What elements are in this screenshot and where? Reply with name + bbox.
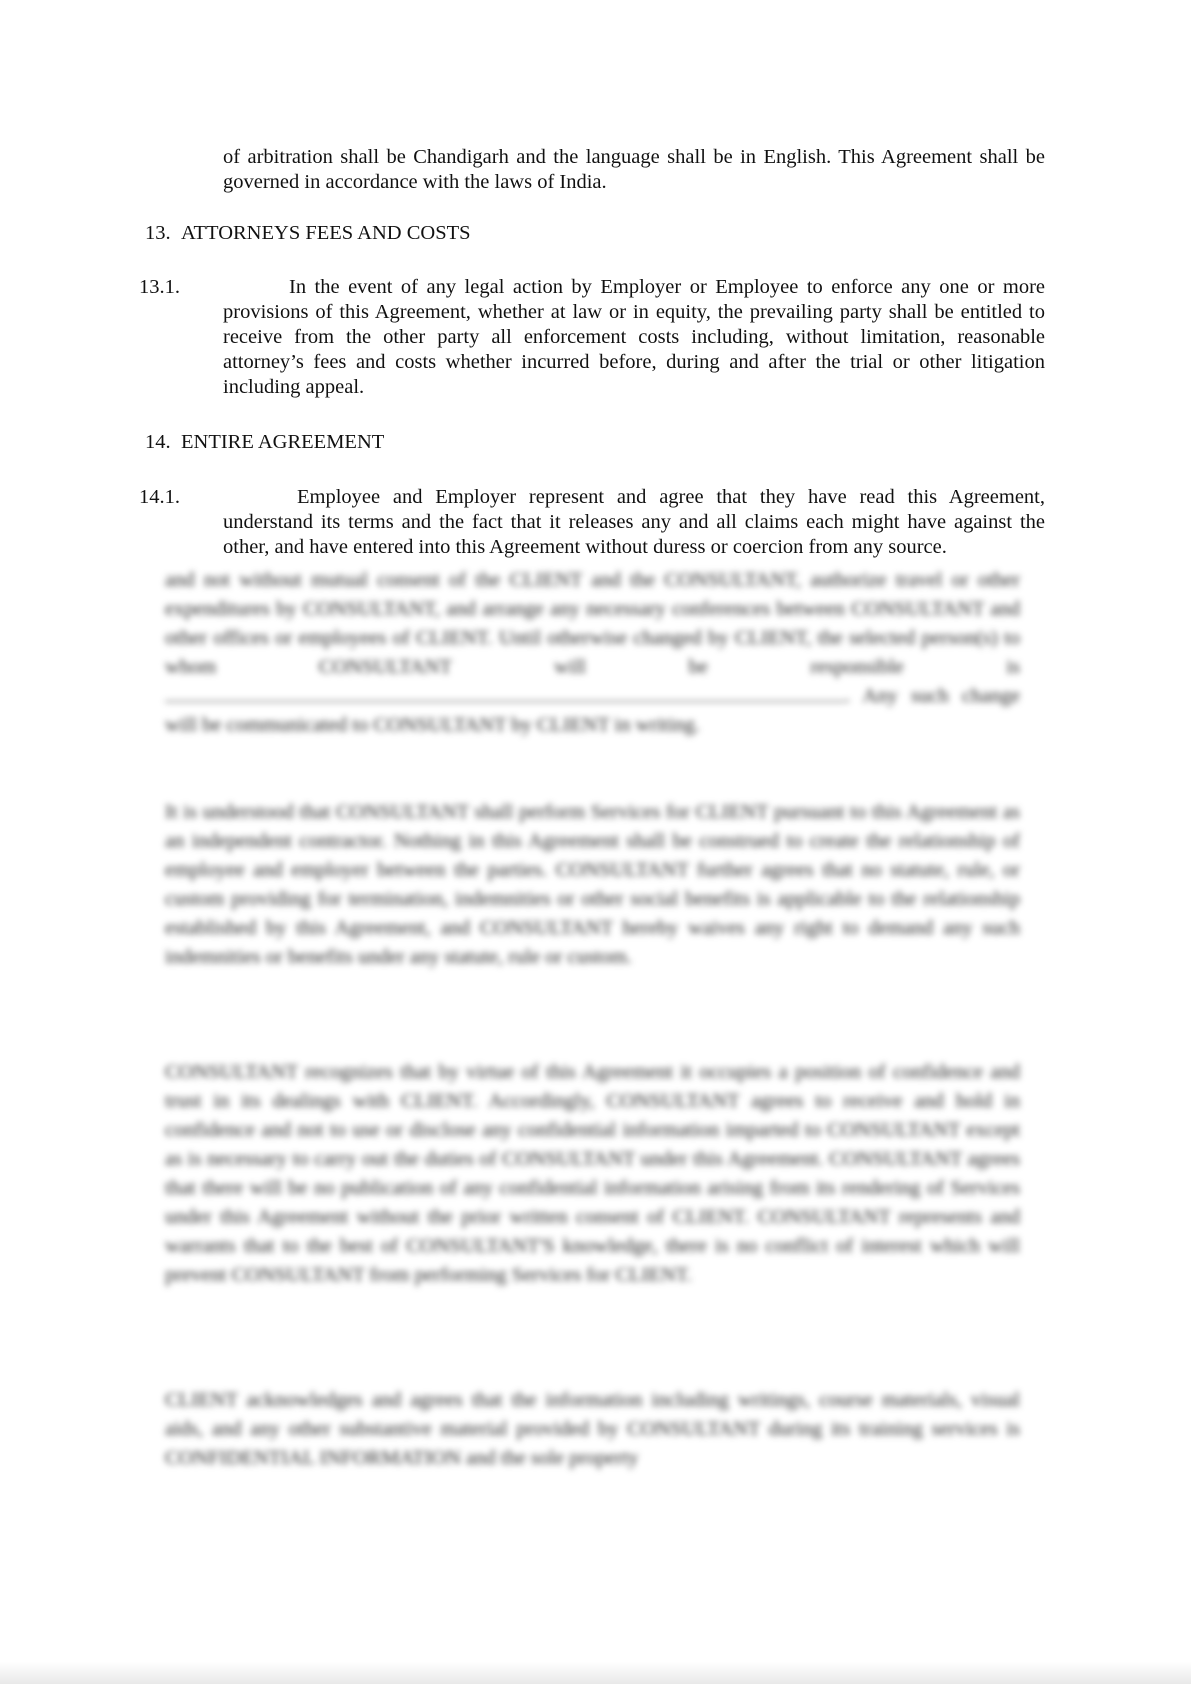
section-number: 13.	[145, 222, 171, 244]
blurred-paragraph-2: It is understood that CONSULTANT shall perform Services for CLIENT pursuant to this Agreement as an independent contractor. Nothing in this Agreement shall be construed to create the relationship of employee and employer between the parties. CONSULTANT further agrees that no statute, rule, or custom providing for termination, indemnities or other social benefits is applicable to the relationship established by this Agreement, and CONSULTANT hereby waives any right to demand any such indemnities or benefits under any statute, rule or custom.	[165, 801, 1020, 968]
clause-14-1	[139, 485, 1045, 560]
blurred-paragraph-4: CLIENT acknowledges and agrees that the information including writings, course materials, visual aids, and any other substantive material provided by CONSULTANT during its training services is CONFIDENTIAL INFORMATION and the sole property	[165, 1389, 1020, 1469]
blurred-paragraph-3: CONSULTANT recognizes that by virtue of this Agreement it occupies a position of confidence and trust in its dealings with CLIENT. Accordingly, CONSULTANT agrees to receive and hold in confidence and not to use or disclose any confidential information imparted to CONSULTANT except as is necessary to carry out the duties of CONSULTANT under this Agreement. CONSULTANT agrees that there will be no publication of any confidential information arising from its rendering of Services under this Agreement without the prior written consent of CLIENT. CONSULTANT represents and warrants that to the best of CONSULTANT'S knowledge, there is no conflict of interest which will prevent CONSULTANT from performing Services for CLIENT.	[165, 1061, 1020, 1286]
clause-13-1	[139, 275, 1045, 400]
section-heading-13	[145, 221, 471, 246]
clause-number: 14.1.	[139, 486, 180, 508]
clause-text: In the event of any legal action by Employer or Employee to enforce any one or more provisions of this Agreement, whether at law or in equity, the prevailing party shall be entitled to receive from the other party all enforcement costs including, without limitation, reasonable attorney’s fees and costs whether incurred before, during and after the trial or other litigation including appeal.	[223, 276, 1045, 398]
continuation-paragraph: of arbitration shall be Chandigarh and the language shall be in English. This Agreement shall be governed in accordance with the laws of India.	[223, 146, 1045, 193]
section-heading-14	[145, 430, 384, 455]
clause-number: 13.1.	[139, 276, 180, 298]
section-title: ENTIRE AGREEMENT	[181, 431, 385, 453]
clause-text: Employee and Employer represent and agree that they have read this Agreement, understand its terms and the fact that it releases any and all claims each might have against the other, and have entered into this Agreement without duress or coercion from any source.	[223, 486, 1045, 558]
section-number: 14.	[145, 431, 171, 453]
blurred-paragraph-1: and not without mutual consent of the CLIENT and the CONSULTANT, authorize travel or other expenditures by CONSULTANT, and arrange any necessary conferences between CONSULTANT and other offices or employees of CLIENT. Until otherwise changed by CLIENT, the selected person(s) to whom CONSULTANT will be responsible is . Any such change will be communicated to CONSULTANT by CLIENT in writing.	[165, 569, 1020, 736]
section-title: ATTORNEYS FEES AND COSTS	[181, 222, 471, 244]
page-bottom-edge	[0, 1662, 1191, 1684]
blank-line	[165, 683, 845, 702]
